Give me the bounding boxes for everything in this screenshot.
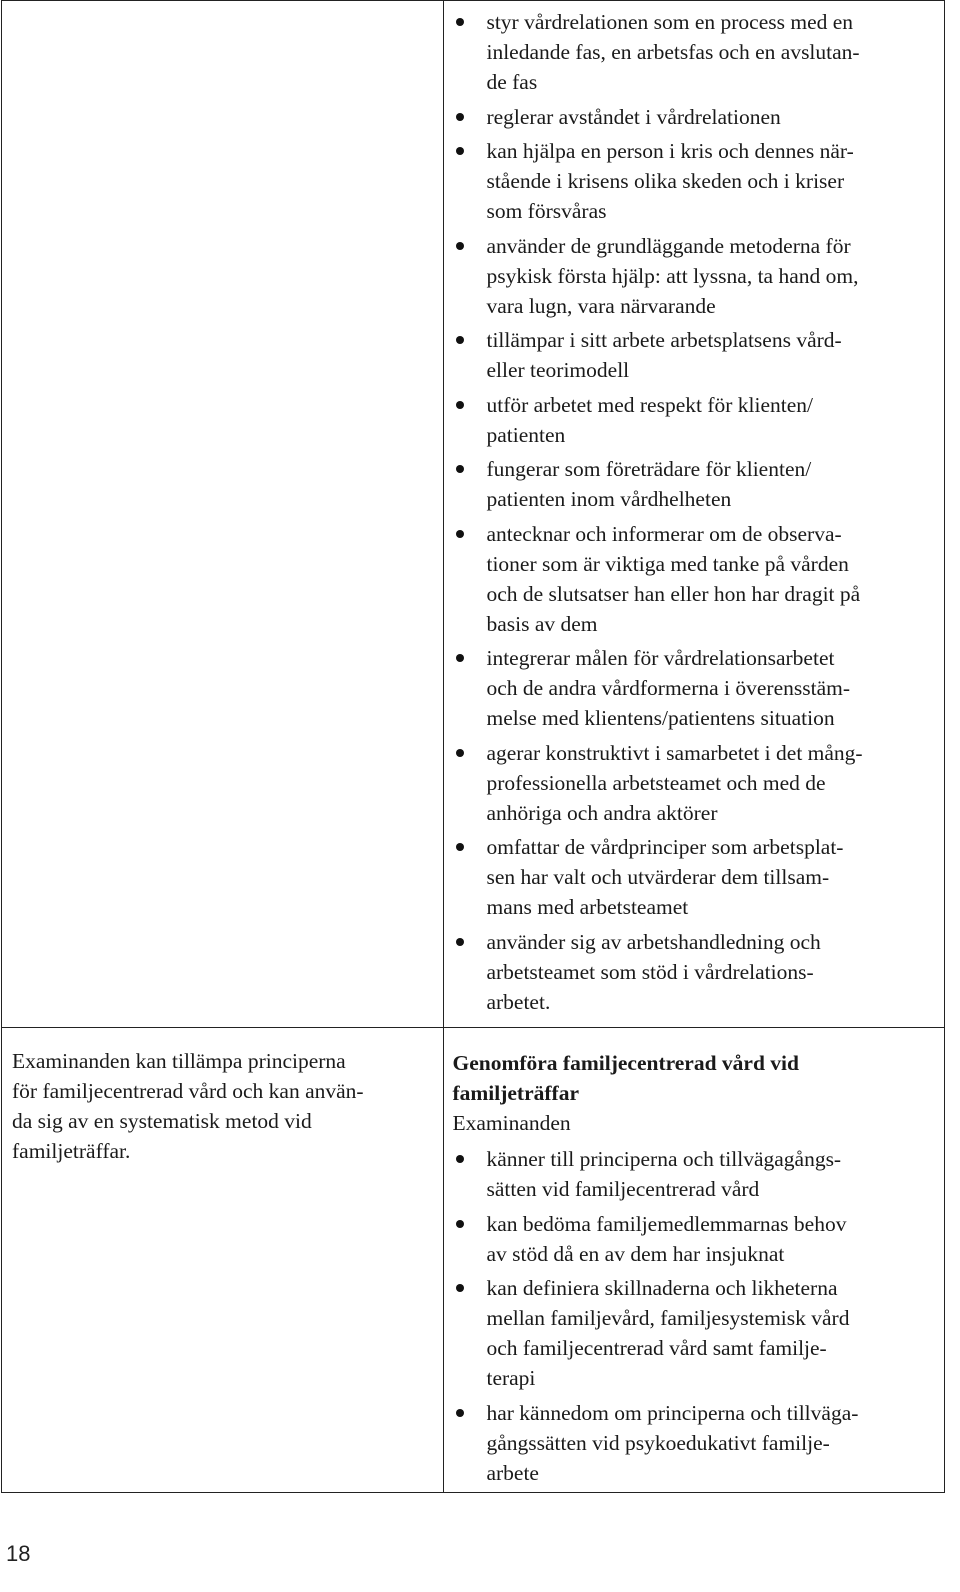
outcome-cell <box>2 1 444 1028</box>
list-item <box>450 390 938 450</box>
bullet-icon <box>456 401 464 409</box>
list-item <box>450 136 938 226</box>
list-item-text: omfattar de vårdprinciper som arbetsplat- sen har valt och utvärderar dem tillsam- mans med arbetsteamet <box>486 835 844 919</box>
list-item <box>450 738 938 828</box>
list-item <box>450 325 938 385</box>
list-item <box>450 643 938 733</box>
criteria-cell <box>444 1028 945 1493</box>
bullet-icon <box>456 938 464 946</box>
bullet-icon <box>456 147 464 155</box>
list-item-text: använder de grundläggande metoderna för psykisk första hjälp: att lyssna, ta hand om, vara lugn, vara närvarande <box>486 233 859 318</box>
bullet-icon <box>456 113 464 121</box>
criteria-list <box>450 1144 938 1488</box>
criteria-list <box>450 7 938 1017</box>
list-item-text: använder sig av arbetshandledning och arbetsteamet som stöd i vårdrelations- arbetet. <box>486 929 821 1014</box>
list-item-text: kan hjälpa en person i kris och dennes när- stående i krisens olika skeden och i kriser som försvåras <box>486 139 854 223</box>
section-heading: Genomföra familjecentrerad vård vid familjeträffar <box>452 1051 799 1105</box>
criteria-cell <box>444 1 945 1028</box>
criteria-table <box>1 0 945 1493</box>
list-item-text: tillämpar i sitt arbete arbetsplatsens vård- eller teorimodell <box>486 328 842 382</box>
table-row <box>2 1028 945 1493</box>
bullet-icon <box>456 530 464 538</box>
list-item <box>450 1209 938 1269</box>
list-item-text: reglerar avståndet i vårdrelationen <box>486 104 781 129</box>
list-item <box>450 927 938 1017</box>
list-item <box>450 454 938 514</box>
bullet-icon <box>456 465 464 473</box>
list-item <box>450 1273 938 1393</box>
bullet-icon <box>456 843 464 851</box>
list-item-text: antecknar och informerar om de observa- tioner som är viktiga med tanke på vården och de slutsatser han eller hon har dragit på basis av dem <box>486 521 861 636</box>
list-item-text: fungerar som företrädare för klienten/ patienten inom vårdhelheten <box>486 457 812 511</box>
list-item-text: känner till principerna och tillvägagångs- sätten vid familjecentrerad vård <box>486 1147 842 1201</box>
list-item-text: utför arbetet med respekt för klienten/ patienten <box>486 392 814 447</box>
section-subject: Examinanden <box>452 1111 571 1135</box>
table-row <box>2 1 945 1028</box>
outcome-cell <box>2 1028 444 1493</box>
list-item-text: har kännedom om principerna och tillväga- gångssätten vid psykoedukativt familje- arbete <box>486 1400 859 1485</box>
list-item <box>450 1398 938 1488</box>
bullet-icon <box>456 1220 464 1228</box>
bullet-icon <box>456 749 464 757</box>
bullet-icon <box>456 1409 464 1417</box>
bullet-icon <box>456 18 464 26</box>
bullet-icon <box>456 1155 464 1163</box>
list-item <box>450 832 938 922</box>
list-item <box>450 1144 938 1204</box>
outcome-text: Examinanden kan tillämpa principerna för familjecentrerad vård och kan använ- da sig av en systematisk metod vid familjeträffar. <box>12 1049 364 1163</box>
list-item-text: integrerar målen för vårdrelationsarbetet och de andra vårdformerna i överensstäm- melse med klientens/patientens situation <box>486 646 851 730</box>
list-item <box>450 519 938 639</box>
bullet-icon <box>456 1284 464 1292</box>
list-item-text: kan bedöma familjemedlemmarnas behov av stöd då en av dem har insjuknat <box>486 1211 847 1266</box>
list-item <box>450 102 938 132</box>
list-item <box>450 231 938 321</box>
list-item <box>450 7 938 97</box>
page-number: 18 <box>6 1541 31 1566</box>
list-item-text: agerar konstruktivt i samarbetet i det mång- professionella arbetsteamet och med de anhöriga och andra aktörer <box>486 740 863 825</box>
bullet-icon <box>456 242 464 250</box>
list-item-text: styr vårdrelationen som en process med en inledande fas, en arbetsfas och en avslutan- de fas <box>486 10 860 94</box>
list-item-text: kan definiera skillnaderna och likheterna mellan familjevård, familjesystemisk vård och familjecentrerad vård samt familje- terapi <box>486 1276 850 1390</box>
bullet-icon <box>456 336 464 344</box>
bullet-icon <box>456 654 464 662</box>
